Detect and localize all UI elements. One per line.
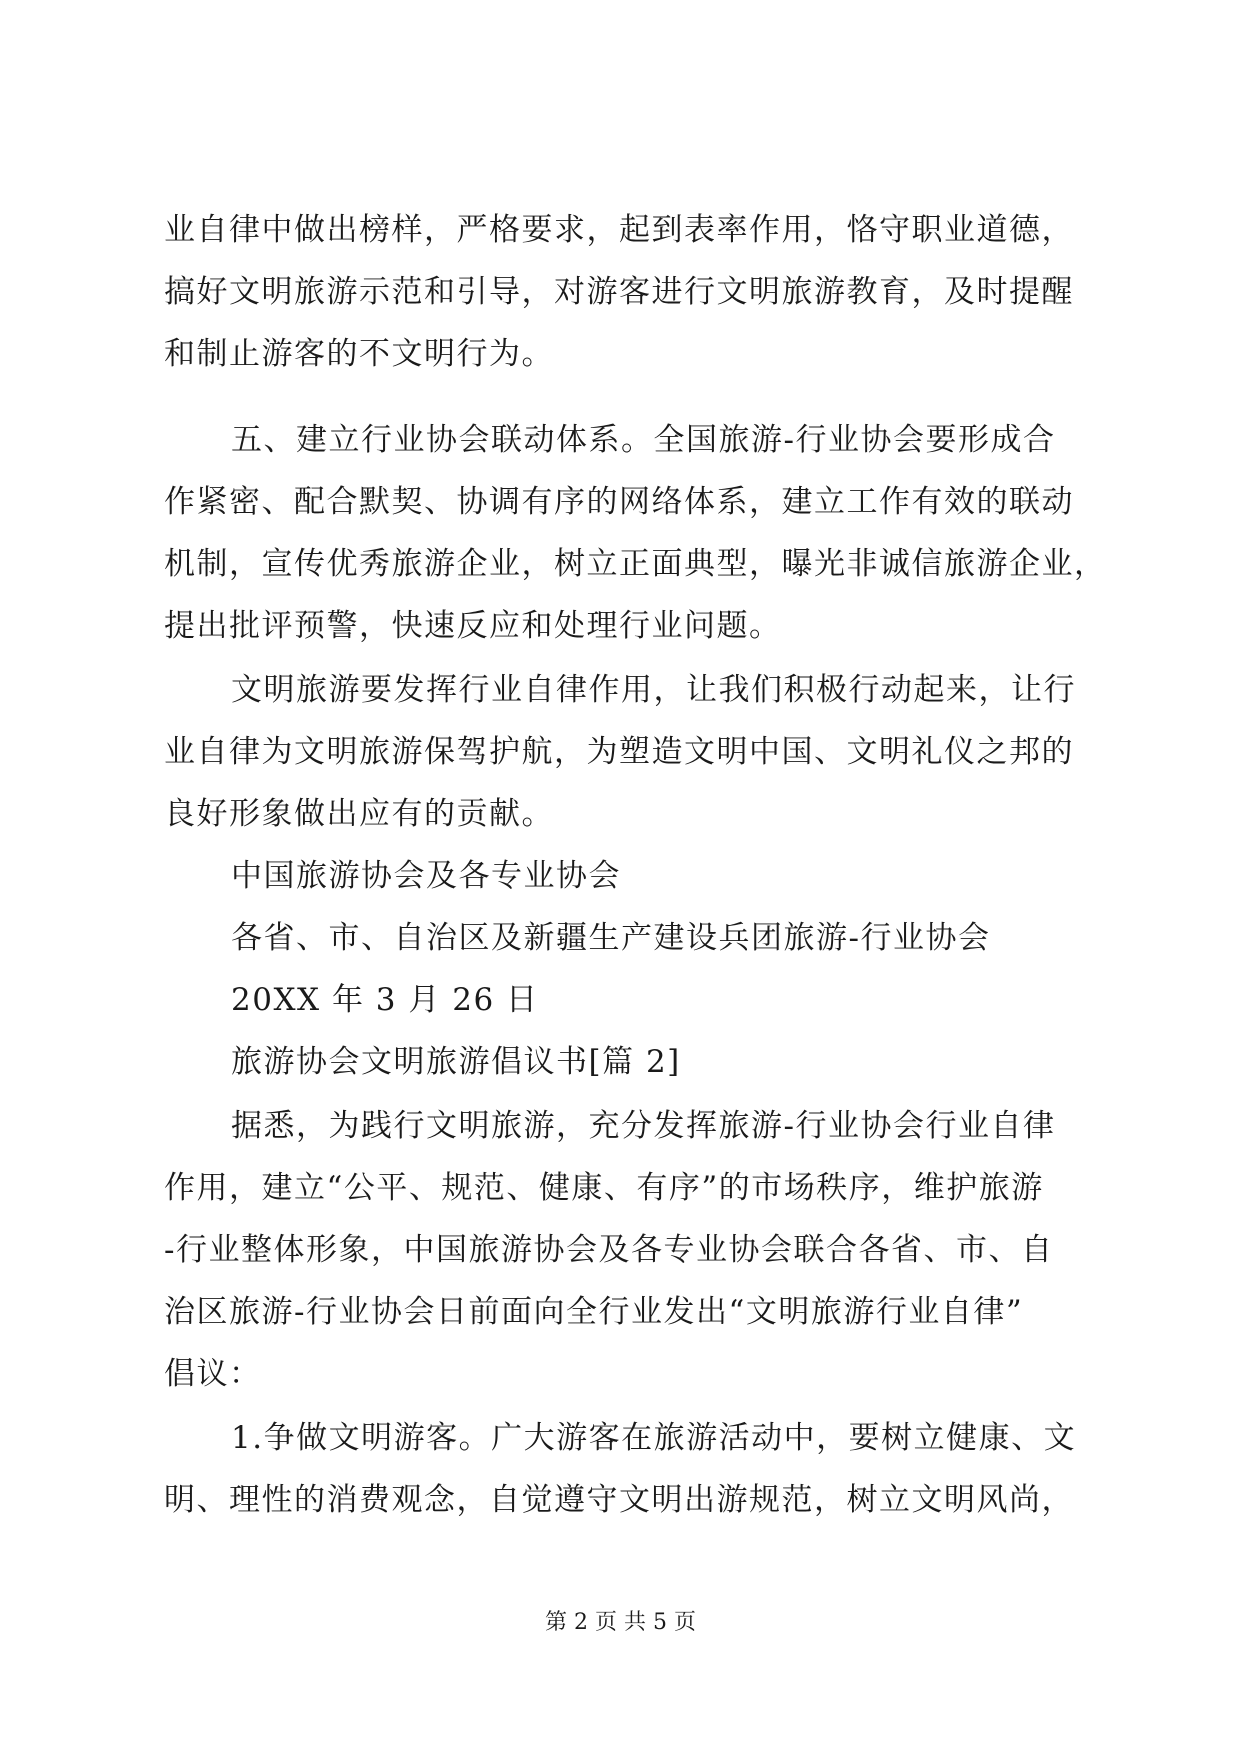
text-line: 提出批评预警，快速反应和处理行业问题。 [164,608,782,644]
signatory-line: 各省、市、自治区及新疆生产建设兵团旅游-行业协会 [231,920,991,956]
text-line: 业自律中做出榜样，严格要求，起到表率作用，恪守职业道德， [164,212,1074,248]
section-title: 旅游协会文明旅游倡议书[篇 2] [231,1044,681,1080]
text-line: 业自律为文明旅游保驾护航，为塑造文明中国、文明礼仪之邦的 [164,734,1074,770]
text-line: 五、建立行业协会联动体系。全国旅游-行业协会要形成合 [231,422,1056,458]
text-line: 文明旅游要发挥行业自律作用，让我们积极行动起来，让行 [231,672,1076,708]
text-line: 作用，建立“公平、规范、健康、有序”的市场秩序，维护旅游 [164,1170,1044,1206]
date-line: 20XX 年 3 月 26 日 [231,982,539,1018]
text-line: 据悉，为践行文明旅游，充分发挥旅游-行业协会行业自律 [231,1108,1056,1144]
text-line: 和制止游客的不文明行为。 [164,336,554,372]
text-line: 倡议： [164,1356,262,1392]
text-line: 搞好文明旅游示范和引导，对游客进行文明旅游教育，及时提醒 [164,274,1074,310]
text-line: 治区旅游-行业协会日前面向全行业发出“文明旅游行业自律” [164,1294,1024,1330]
signatory-line: 中国旅游协会及各专业协会 [231,858,621,894]
text-line: 1.争做文明游客。广大游客在旅游活动中，要树立健康、文 [231,1420,1077,1456]
page-number-footer: 第 2 页 共 5 页 [545,1610,696,1635]
text-line: 明、理性的消费观念，自觉遵守文明出游规范，树立文明风尚， [164,1482,1074,1518]
text-line: 良好形象做出应有的贡献。 [164,796,554,832]
text-line: 机制，宣传优秀旅游企业，树立正面典型，曝光非诚信旅游企业， [164,546,1107,582]
text-line: 作紧密、配合默契、协调有序的网络体系，建立工作有效的联动 [164,484,1074,520]
text-line: -行业整体形象，中国旅游协会及各专业协会联合各省、市、自 [164,1232,1054,1268]
